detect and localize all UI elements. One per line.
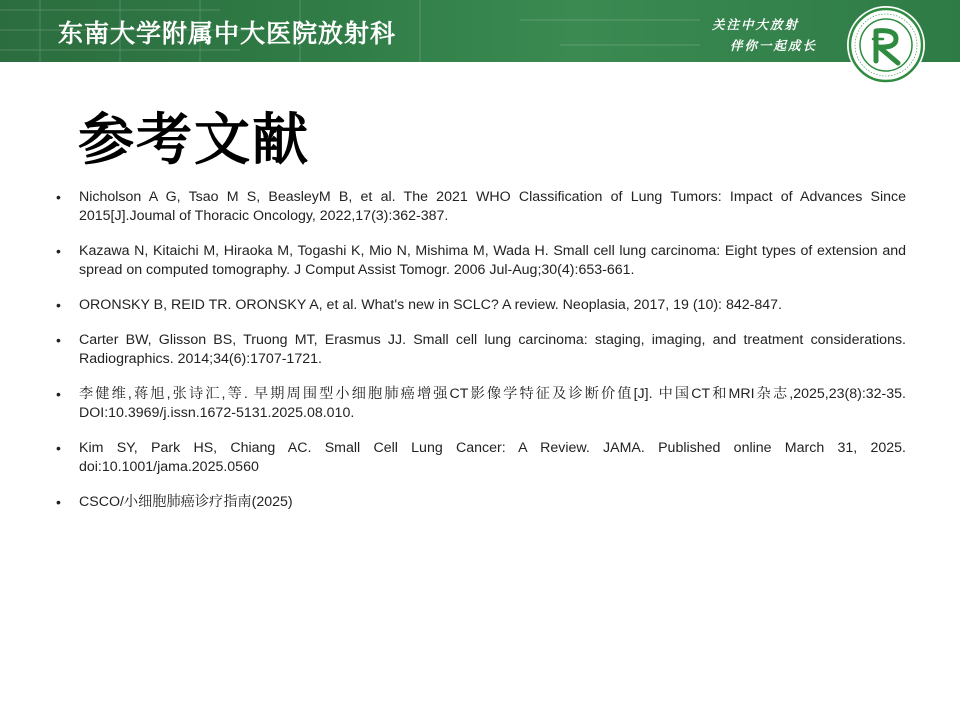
reference-text: CSCO/小细胞肺癌诊疗指南(2025) [79, 494, 293, 510]
reference-text: Nicholson A G, Tsao M S, BeasleyM B, et al. The 2021 WHO Classification of Lung Tumors: Impact of Advances Since 2015[J].Joumal of Thoracic Oncology, 2022,17(3):362-387. [79, 189, 906, 224]
reference-text: Carter BW, Glisson BS, Truong MT, Erasmus JJ. Small cell lung carcinoma: staging, imaging, and treatment considerations. Radiographics. 2014;34(6):1707-1721. [79, 332, 906, 367]
bullet-icon: • [56, 386, 61, 402]
slide-title: 参考文献 [78, 108, 310, 173]
bullet-icon: • [56, 189, 61, 205]
reference-text: Kazawa N, Kitaichi M, Hiraoka M, Togashi K, Mio N, Mishima M, Wada H. Small cell lung carcinoma: Eight types of extension and spread on computed tomography. J Comput Assist Tomogr. 2006 Jul-Aug;30(4):653-661. [79, 243, 906, 278]
institution-name: 东南大学附属中大医院放射科 [58, 19, 397, 48]
bullet-icon: • [56, 297, 61, 313]
reference-text: ORONSKY B, REID TR. ORONSKY A, et al. What's new in SCLC? A review. Neoplasia, 2017, 19 (10): 842-847. [79, 297, 782, 313]
bullet-icon: • [56, 243, 61, 259]
header-banner [0, 0, 960, 62]
bullet-icon: • [56, 494, 61, 510]
reference-item [56, 385, 906, 423]
reference-item [56, 331, 906, 369]
bullet-icon: • [56, 332, 61, 348]
reference-item [56, 188, 906, 226]
reference-text: Kim SY, Park HS, Chiang AC. Small Cell Lung Cancer: A Review. JAMA. Published online March 31, 2025. doi:10.1001/jama.2025.0560 [79, 440, 906, 475]
hospital-logo [846, 5, 926, 85]
reference-text: 李健维,蒋旭,张诗汇,等. 早期周围型小细胞肺癌增强CT影像学特征及诊断价值[J]. 中国CT和MRI杂志,2025,23(8):32-35. DOI:10.3969/j.issn.1672-5131.2025.08.010. [79, 386, 906, 421]
reference-item [56, 439, 906, 477]
slogan-line-1: 关注中大放射 [712, 17, 800, 32]
reference-item [56, 296, 906, 315]
reference-item [56, 493, 906, 512]
slogan-line-2: 伴你一起成长 [730, 38, 818, 53]
reference-item [56, 242, 906, 280]
reference-list [56, 188, 906, 528]
bullet-icon: • [56, 440, 61, 456]
